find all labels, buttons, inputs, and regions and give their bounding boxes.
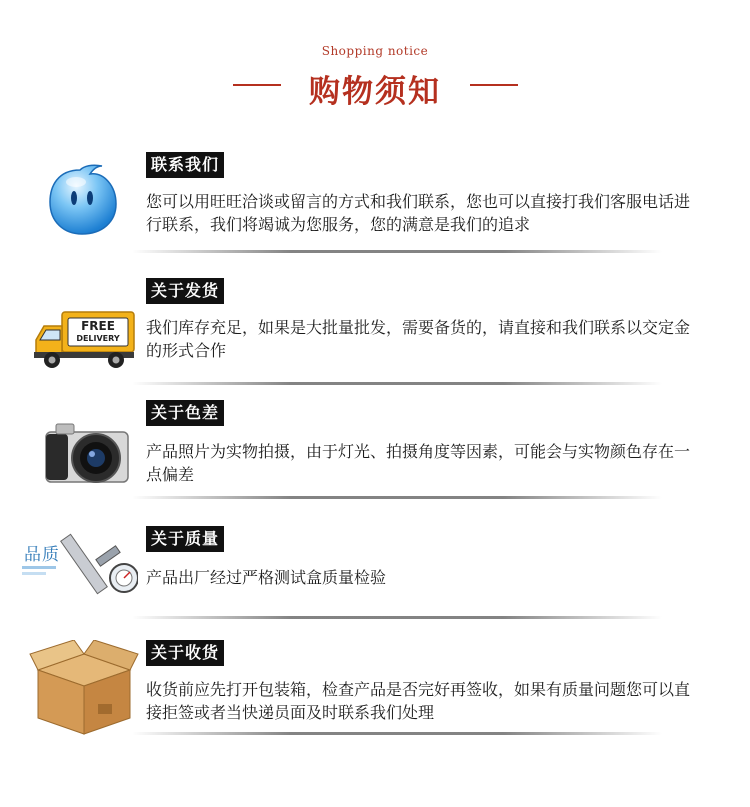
section-divider bbox=[132, 382, 662, 385]
camera-icon bbox=[42, 418, 132, 490]
truck-sign-free: FREE bbox=[81, 319, 115, 333]
section-contact bbox=[0, 140, 750, 260]
section-label: 联系我们 bbox=[146, 152, 224, 178]
section-label: 关于色差 bbox=[146, 400, 224, 426]
truck-sign-delivery: DELIVERY bbox=[76, 334, 120, 343]
title-divider-right bbox=[470, 84, 518, 86]
wangwang-chat-icon bbox=[46, 164, 122, 240]
section-shipping bbox=[0, 270, 750, 390]
section-divider bbox=[132, 616, 662, 619]
quality-icon-text: 品质 bbox=[24, 545, 60, 565]
section-text: 我们库存充足，如果是大批量批发，需要备货的，请直接和我们联系以交定金的形式合作 bbox=[146, 318, 691, 360]
section-text: 产品照片为实物拍摄，由于灯光、拍摄角度等因素，可能会与实物颜色存在一点偏差 bbox=[146, 442, 691, 484]
quality-caliper-icon bbox=[20, 526, 138, 606]
delivery-truck-icon bbox=[32, 308, 136, 370]
section-text: 您可以用旺旺洽谈或留言的方式和我们联系，您也可以直接打我们客服电话进行联系，我们将竭诚为您服务，您的满意是我们的追求 bbox=[146, 192, 691, 234]
section-label: 关于质量 bbox=[146, 526, 224, 552]
section-text: 收货前应先打开包装箱，检查产品是否完好再签收，如果有质量问题您可以直接拒签或者当快递员面及时联系我们处理 bbox=[146, 680, 691, 722]
section-quality bbox=[0, 516, 750, 626]
page-header bbox=[0, 0, 750, 120]
section-label: 关于收货 bbox=[146, 640, 224, 666]
section-color-difference bbox=[0, 396, 750, 506]
section-label: 关于发货 bbox=[146, 278, 224, 304]
section-text: 产品出厂经过严格测试盒质量检验 bbox=[146, 568, 387, 587]
section-divider bbox=[132, 496, 662, 499]
cardboard-box-icon bbox=[28, 640, 140, 738]
page-title: 购物须知 bbox=[309, 74, 441, 110]
section-divider bbox=[132, 250, 662, 253]
header-subtitle: Shopping notice bbox=[321, 44, 429, 58]
section-receiving bbox=[0, 630, 750, 770]
section-divider bbox=[132, 732, 662, 735]
